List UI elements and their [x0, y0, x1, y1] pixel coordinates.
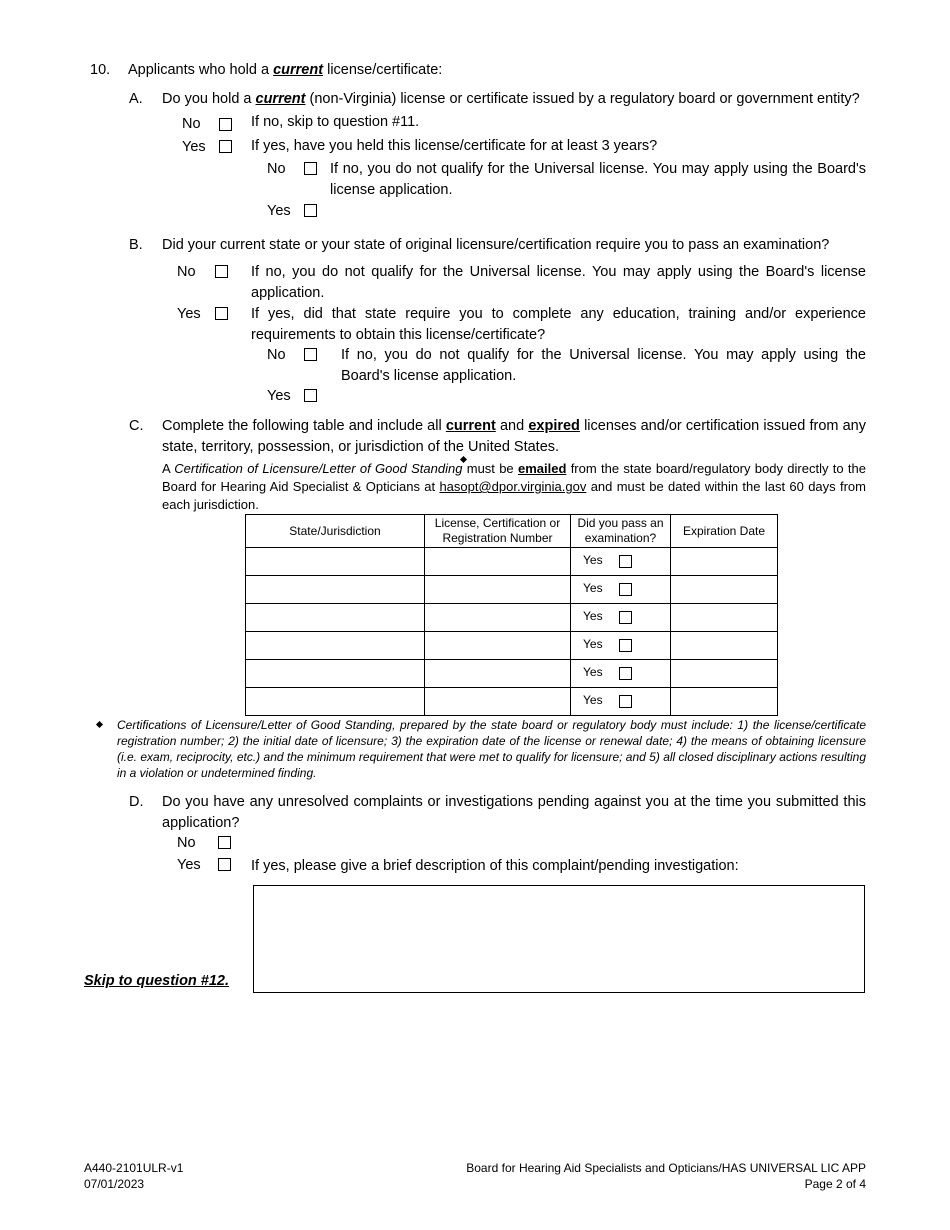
table-row — [246, 688, 778, 716]
table-header-row — [246, 515, 778, 548]
a-no-label: No — [182, 116, 201, 132]
state-cell[interactable] — [246, 632, 425, 660]
a-no-text: If no, skip to question #11. — [251, 114, 420, 130]
email-link[interactable]: hasopt@dpor.virginia.gov — [439, 479, 587, 494]
section-letter-d: D. — [129, 794, 144, 810]
exam-yes-checkbox[interactable] — [619, 695, 632, 708]
b-sub-no-label: No — [267, 347, 286, 363]
state-cell[interactable] — [246, 576, 425, 604]
state-cell[interactable] — [246, 660, 425, 688]
a-sub-yes-label: Yes — [267, 203, 291, 219]
expiration-cell[interactable] — [671, 576, 778, 604]
b-yes-label: Yes — [177, 306, 201, 322]
license-number-cell[interactable] — [425, 660, 571, 688]
b-sub-no-checkbox[interactable] — [304, 348, 317, 361]
b-no-label: No — [177, 264, 196, 280]
exam-yes-label: Yes — [583, 693, 603, 707]
question-number: 10. — [90, 62, 111, 78]
a-sub-no-label: No — [267, 161, 286, 177]
state-cell[interactable] — [246, 604, 425, 632]
state-cell[interactable] — [246, 548, 425, 576]
a-sub-no-text: If no, you do not qualify for the Universal license. You may apply using the Board's license application. — [330, 161, 866, 198]
state-cell[interactable] — [246, 688, 425, 716]
complaint-description-textarea[interactable] — [253, 885, 865, 993]
b-sub-yes-label: Yes — [267, 388, 291, 404]
exam-cell — [571, 688, 671, 716]
col-header-state: State/Jurisdiction — [246, 515, 425, 548]
license-number-cell[interactable] — [425, 688, 571, 716]
question-d: Do you have any unresolved complaints or investigations pending against you at the time you submitted this application? — [162, 794, 866, 831]
b-no-text: If no, you do not qualify for the Universal license. You may apply using the Board's license application. — [251, 264, 866, 301]
a-no-checkbox[interactable] — [219, 118, 232, 131]
a-sub-no-checkbox[interactable] — [304, 162, 317, 175]
footnote-text: Certifications of Licensure/Letter of Good Standing, prepared by the state board or regulatory body must include: 1) the license/certificate registration number; 2) the initial date of licensure; 3) the expiration date of the license or renewal date; 4) the means of obtaining licensure (i.e. exam, reciprocity, etc.) and the minimum requirement that were met to qualify for licensure; and 5) all closed disciplinary actions resulting in a violation or undetermined finding. — [117, 718, 866, 780]
d-yes-text: If yes, please give a brief description of this complaint/pending investigation: — [251, 858, 739, 874]
form-id: A440-2101ULR-v1 — [84, 1161, 184, 1175]
d-no-checkbox[interactable] — [218, 836, 231, 849]
license-number-cell[interactable] — [425, 604, 571, 632]
table-row — [246, 576, 778, 604]
exam-cell — [571, 660, 671, 688]
exam-yes-checkbox[interactable] — [619, 555, 632, 568]
exam-cell — [571, 576, 671, 604]
exam-yes-checkbox[interactable] — [619, 611, 632, 624]
expiration-cell[interactable] — [671, 632, 778, 660]
license-number-cell[interactable] — [425, 576, 571, 604]
col-header-expiration: Expiration Date — [671, 515, 778, 548]
col-header-examination: Did you pass an examination? — [571, 515, 671, 548]
section-letter-c: C. — [129, 418, 144, 434]
board-name: Board for Hearing Aid Specialists and Opticians/HAS UNIVERSAL LIC APP — [466, 1161, 866, 1175]
a-yes-text: If yes, have you held this license/certificate for at least 3 years? — [251, 138, 658, 154]
certification-note: A Certification of Licensure/Letter of Good Standing must be emailed from the state board/regulatory body directly to the Board for Hearing Aid Specialist & Opticians at hasopt@dpor.virginia.gov and must be dated within the last 60 days from each jurisdiction. — [162, 461, 866, 512]
expiration-cell[interactable] — [671, 604, 778, 632]
b-sub-no-text: If no, you do not qualify for the Universal license. You may apply using the Board's license application. — [341, 347, 866, 384]
col-header-license-number: License, Certification or Registration Number — [425, 515, 571, 548]
license-number-cell[interactable] — [425, 632, 571, 660]
expiration-cell[interactable] — [671, 548, 778, 576]
footer-left — [84, 1160, 183, 1192]
exam-yes-label: Yes — [583, 553, 603, 567]
form-date: 07/01/2023 — [84, 1177, 145, 1191]
exam-yes-label: Yes — [583, 581, 603, 595]
d-yes-checkbox[interactable] — [218, 858, 231, 871]
section-letter-b: B. — [129, 237, 143, 253]
question-10-intro: Applicants who hold a current license/certificate: — [128, 62, 443, 78]
b-no-checkbox[interactable] — [215, 265, 228, 278]
exam-yes-checkbox[interactable] — [619, 639, 632, 652]
table-row — [246, 660, 778, 688]
a-sub-yes-checkbox[interactable] — [304, 204, 317, 217]
a-yes-checkbox[interactable] — [219, 140, 232, 153]
d-no-label: No — [177, 835, 196, 851]
exam-yes-label: Yes — [583, 665, 603, 679]
expiration-cell[interactable] — [671, 688, 778, 716]
b-yes-text: If yes, did that state require you to complete any education, training and/or experience requirements to obtain this license/certificate? — [251, 306, 866, 343]
b-sub-yes-checkbox[interactable] — [304, 389, 317, 402]
exam-yes-label: Yes — [583, 609, 603, 623]
footnote-bullet-icon — [96, 721, 103, 728]
question-c: Complete the following table and include all current and expired licenses and/or certification issued from any state, territory, possession, or jurisdiction of the United States. — [162, 418, 866, 455]
table-row — [246, 632, 778, 660]
license-table — [245, 514, 778, 716]
skip-instruction: Skip to question #12. — [84, 973, 230, 989]
table-row — [246, 548, 778, 576]
exam-cell — [571, 632, 671, 660]
question-a: Do you hold a current (non-Virginia) license or certificate issued by a regulatory board or government entity? — [162, 91, 860, 107]
exam-cell — [571, 548, 671, 576]
exam-cell — [571, 604, 671, 632]
page-number: Page 2 of 4 — [804, 1177, 866, 1191]
exam-yes-label: Yes — [583, 637, 603, 651]
exam-yes-checkbox[interactable] — [619, 583, 632, 596]
b-yes-checkbox[interactable] — [215, 307, 228, 320]
exam-yes-checkbox[interactable] — [619, 667, 632, 680]
footer-right — [400, 1160, 866, 1192]
table-row — [246, 604, 778, 632]
license-number-cell[interactable] — [425, 548, 571, 576]
question-b: Did your current state or your state of original licensure/certification require you to pass an examination? — [162, 237, 830, 253]
d-yes-label: Yes — [177, 857, 201, 873]
a-yes-label: Yes — [182, 139, 206, 155]
section-letter-a: A. — [129, 91, 143, 107]
expiration-cell[interactable] — [671, 660, 778, 688]
